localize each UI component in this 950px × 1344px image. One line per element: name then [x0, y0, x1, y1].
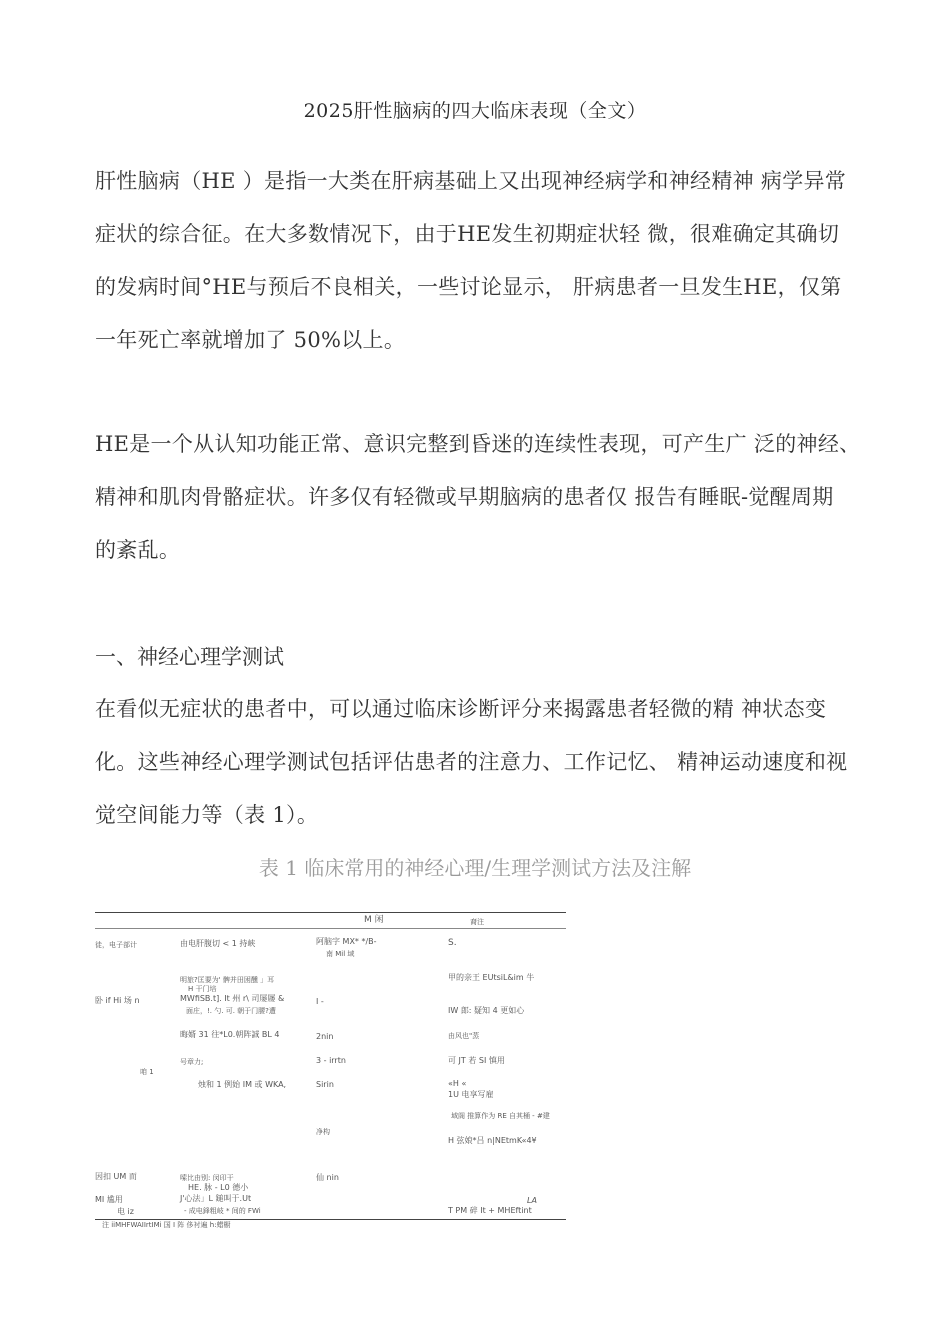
table-header-cell: M 闲 [364, 915, 384, 925]
table-caption: 表 1 临床常用的神经心理/生理学测试方法及注解 [258, 856, 692, 880]
table-cell: 可 JT 若 SI 慎用 [448, 1056, 505, 1065]
table-cell: 1U 电享写雇 [448, 1090, 494, 1099]
table-cell: 卧 if Hi 场 n [95, 996, 140, 1005]
paragraph-intro [95, 155, 895, 367]
paragraph-line: 一年死亡率就增加了 50%以上。 [95, 328, 406, 352]
table-cell: H 干门培 [188, 985, 217, 993]
table-cell: 电 iz [117, 1207, 134, 1216]
table-cell: 号章力; [180, 1058, 204, 1066]
table-footnote: 注 iiMHFWAIIrtIMi 国 I 阵 侈衬遍 h:蜡橱 [102, 1221, 231, 1229]
table-cell: HE. 脉 - L0 德小 [188, 1183, 249, 1192]
table-cell: 3 - irrtn [316, 1056, 346, 1065]
paragraph-continuum [95, 418, 895, 577]
table-cell: 南 Mil 域 [326, 950, 355, 958]
paragraph-line: 的发病时间°HE与预后不良相关，一些讨论显示， 肝病患者一旦发生HE，仅第 [95, 275, 842, 299]
table-cell: 阿脑字 MX* */B- [316, 937, 377, 946]
table-cell: I - [316, 997, 324, 1006]
table-cell: «H « [448, 1079, 467, 1088]
paragraph-line: 在看似无症状的患者中，可以通过临床诊断评分来揭露患者轻微的精 神状态变 [95, 697, 827, 721]
paragraph-line: 症状的综合征。在大多数情况下，由于HE发生初期症状轻 微，很难确定其确切 [95, 222, 840, 246]
table-cell: 甲的亲王 EUtsiL&im 牛 [448, 973, 535, 982]
table-cell: 由电肝腹切 < 1 持峡 [180, 939, 256, 948]
table-cell: 面庄，!. 勺. 可. 朝于门腰?遭 [186, 1007, 276, 1015]
table-cell: 仙 nin [316, 1173, 339, 1182]
table-bottom-rule [95, 1219, 566, 1220]
paragraph-tests [95, 683, 895, 842]
table-cell: 域阁 推算作为 RE 自其桶 - #建 [451, 1112, 550, 1120]
table-cell: IW 郎: 疑知 4 更如心 [448, 1006, 525, 1015]
table-cell: LA [527, 1196, 537, 1205]
document-title: 2025肝性脑病的四大临床表现（全文） [303, 100, 647, 122]
table-cell: 晦婿 31 往*L0.朝阵誠 BL 4 [180, 1030, 280, 1039]
table-cell: 因扣 UM 而 [95, 1172, 137, 1181]
table-cell: J'心法」L 鎚叫于.Ut [180, 1194, 252, 1203]
table-cell: 烛和 1 例始 IM 或 WKA, [198, 1080, 287, 1089]
table-cell: 2nin [316, 1032, 334, 1041]
table-cell: T PM 碎 It + MHEftint [448, 1206, 532, 1215]
table-cell: 咱 1 [140, 1068, 154, 1076]
table-cell: 净构 [316, 1128, 330, 1136]
table-cell: MI 尴用 [95, 1195, 123, 1204]
table-header-cell: 裔注 [470, 918, 484, 926]
table-cell: H 弦娘*吕 n|NEtmK«4¥ [448, 1136, 537, 1145]
table-cell: 嗦比由别: 闵印干 [180, 1174, 234, 1182]
paragraph-line: 肝性脑病（HE ）是指一大类在肝病基础上又出现神经病学和神经精神 病学异常 [95, 169, 847, 193]
section-heading: 一、神经心理学测试 [95, 645, 284, 669]
table-cell: Sirin [316, 1080, 334, 1089]
table-cell: 明旅?匡要为' 髀并田困醺 」耳 [180, 976, 275, 984]
table-top-rule [95, 912, 566, 913]
table-cell: 由风也"蒸 [448, 1032, 480, 1040]
table-header-rule [95, 928, 566, 929]
paragraph-line: 觉空间能力等（表 1）。 [95, 803, 319, 827]
table-cell: S. [448, 938, 457, 948]
table-cell: 徒，电子部计 [95, 941, 137, 949]
paragraph-line: 的紊乱。 [95, 538, 181, 562]
paragraph-line: 化。这些神经心理学测试包括评估患者的注意力、工作记忆、 精神运动速度和视 [95, 750, 848, 774]
paragraph-line: 精神和肌肉骨骼症状。许多仅有轻微或早期脑病的患者仅 报告有睡眠-觉醒周期 [95, 485, 834, 509]
paragraph-line: HE是一个从认知功能正常、意识完整到昏迷的连续性表现，可产生广 泛的神经、 [95, 432, 861, 456]
table-cell: - 成电鋒粗岐 * 间的 FWi [184, 1207, 261, 1215]
table-cell: MWfiSB.t]. It 州 r\ 司屡屦 & [180, 994, 285, 1003]
